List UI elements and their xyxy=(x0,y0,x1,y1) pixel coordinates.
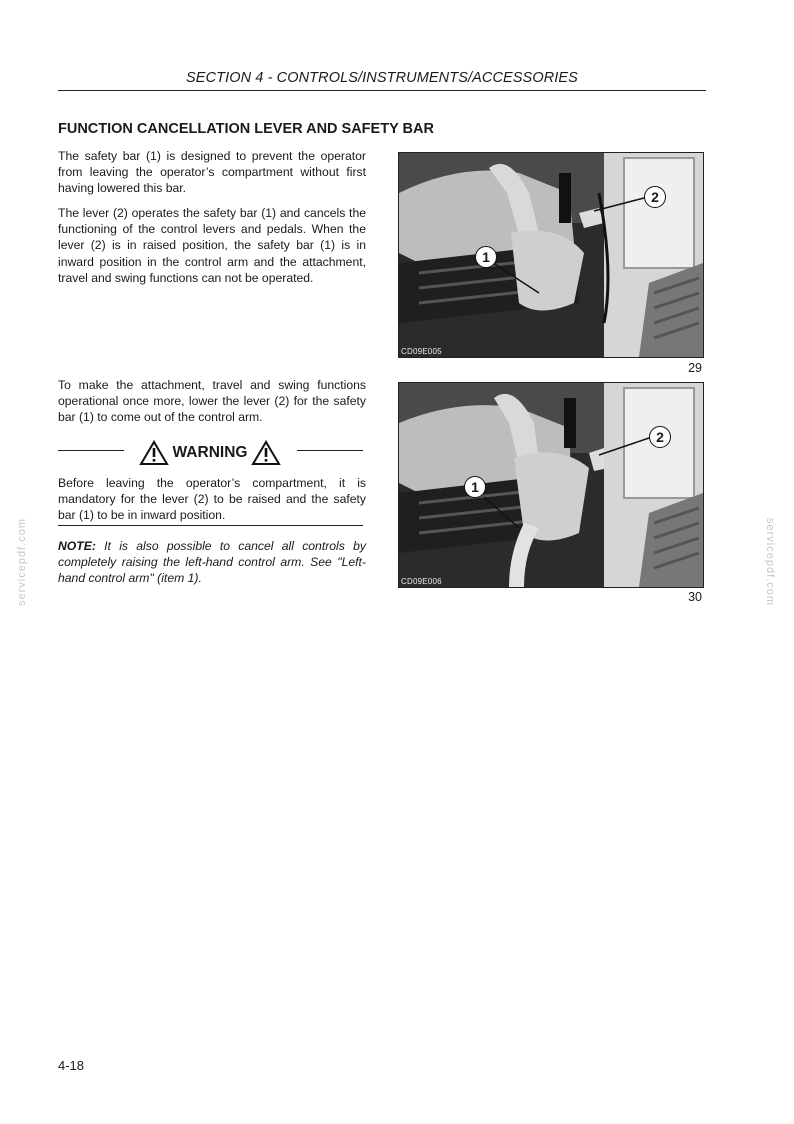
paragraph-3: To make the attachment, travel and swing functions operational once more, lower the lever (2) for the safety bar (1) to come out of the control arm. xyxy=(58,378,366,425)
figure-29-photo xyxy=(398,152,704,358)
callout-1: 1 xyxy=(464,476,486,498)
note-label: NOTE: xyxy=(58,539,96,553)
warning-rule-left xyxy=(58,450,124,451)
warning-heading xyxy=(130,440,290,466)
figure-code: CD09E005 xyxy=(401,347,442,356)
note xyxy=(58,538,366,586)
seat-photo-illustration xyxy=(399,383,703,587)
page-title: FUNCTION CANCELLATION LEVER AND SAFETY BAR xyxy=(58,121,434,137)
warning-text: Before leaving the operator’s compartment, it is mandatory for the lever (2) to be raised and the safety bar (1) to be in inward position. xyxy=(58,476,366,523)
paragraph-2: The lever (2) operates the safety bar (1) and cancels the functioning of the control levers and pedals. When the lever (2) is in raised position, the safety bar (1) is in inward position in the control arm and the attachment, travel and swing functions can not be operated. xyxy=(58,206,366,285)
note-text: It is also possible to cancel all controls by completely raising the left-hand control arm. See "Left-hand control arm" (item 1). xyxy=(58,539,366,585)
page-number: 4-18 xyxy=(58,1058,85,1073)
seat-photo-illustration xyxy=(399,153,703,357)
figure-number: 30 xyxy=(688,590,702,604)
warning-rule-right xyxy=(297,450,363,451)
callout-1: 1 xyxy=(475,246,497,268)
warning-triangle-icon xyxy=(251,440,281,466)
watermark-left: servicepdf.com xyxy=(15,518,28,606)
warning-bottom-rule xyxy=(58,525,363,526)
paragraph-1: The safety bar (1) is designed to prevent the operator from leaving the operator’s compartment without first having lowered this bar. xyxy=(58,149,366,196)
callout-2: 2 xyxy=(644,186,666,208)
figure-code: CD09E006 xyxy=(401,577,442,586)
header-rule xyxy=(58,90,706,91)
watermark-right: servicepdf.com xyxy=(763,518,776,606)
section-header: SECTION 4 - CONTROLS/INSTRUMENTS/ACCESSORIES xyxy=(186,70,578,86)
warning-triangle-icon xyxy=(139,440,169,466)
figure-30-photo xyxy=(398,382,704,588)
figure-number: 29 xyxy=(688,361,702,375)
callout-2: 2 xyxy=(649,426,671,448)
warning-label: WARNING xyxy=(172,444,248,461)
